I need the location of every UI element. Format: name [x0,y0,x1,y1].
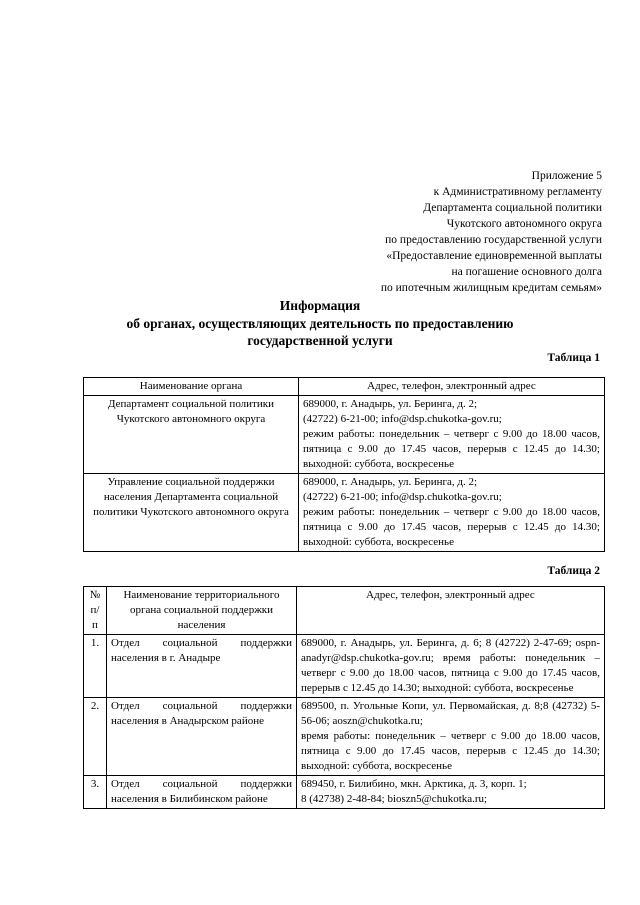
row-number: 3. [84,776,107,809]
hours-line: время работы: понедельник – четверг с 9.00 до 18.00 часов, пятница с 9.00 до 17.45 часов, перерыв с 12.45 до 14.30; выходной: суббота, воскресенье [301,730,600,772]
appendix-line: Департамента социальной политики [423,202,602,214]
appendix-line: по предоставлению государственной услуги [385,234,602,246]
table-row [84,698,605,776]
table-header-row [84,378,605,396]
row-number: 2. [84,698,107,776]
header-address: Адрес, телефон, электронный адрес [297,587,605,635]
address-line: 689000, г. Анадырь, ул. Беринга, д. 2; [303,398,478,410]
address-line: 689450, г. Билибино, мкн. Арктика, д. 3, корп. 1; [301,778,527,790]
document-subtitle: об органах, осуществляющих деятельность по предоставлению [126,316,514,331]
table-2 [83,586,605,809]
table-row [84,635,605,698]
header-address: Адрес, телефон, электронный адрес [299,378,605,396]
appendix-line: к Административному регламенту [433,186,602,198]
table-1 [83,377,605,552]
header-number: № п/п [84,587,107,635]
appendix-line: Приложение 5 [531,170,602,182]
org-name: Департамент социальной политики Чукотского автономного округа [84,396,299,474]
org-name: Отдел социальной поддержки населения в Анадырском районе [107,698,297,776]
address-line: 689000, г. Анадырь, ул. Беринга, д. 6; 8 (42722) 2-47-69; ospn-anadyr@dsp.chukotka-gov.ru; время работы: понедельник – четверг с 9.00 до 18.00 часов, пятница с 9.00 до 17.45 часов, перерыв с 12.45 до 14.30; выходной: суббота, воскресенье [301,637,600,694]
org-address [297,776,605,809]
table1-label: Таблица 1 [547,352,600,364]
org-name: Отдел социальной поддержки населения в Билибинском районе [107,776,297,809]
org-address [299,396,605,474]
appendix-line: на погашение основного долга [451,266,602,278]
appendix-block [302,168,602,296]
appendix-line: «Предоставление единовременной выплаты [386,250,602,262]
contact-line: (42722) 6-21-00; info@dsp.chukotka-gov.ru; [303,413,502,425]
appendix-line: по ипотечным жилищным кредитам семьям» [380,282,602,294]
org-name: Управление социальной поддержки населения Департамента социальной политики Чукотского автономного округа [84,474,299,552]
contact-line: (42722) 6-21-00; info@dsp.chukotka-gov.ru; [303,491,502,503]
document-subtitle-cont: государственной услуги [247,333,393,348]
org-address [297,698,605,776]
table2-label: Таблица 2 [547,565,600,577]
table-header-row [84,587,605,635]
header-org: Наименование территориального органа социальной поддержки населения [107,587,297,635]
header-org: Наименование органа [84,378,299,396]
hours-line: режим работы: понедельник – четверг с 9.00 до 18.00 часов, пятница с 9.00 до 17.45 часов, перерыв с 12.45 до 14.30; выходной: суббота, воскресенье [303,506,600,548]
org-name: Отдел социальной поддержки населения в г. Анадыре [107,635,297,698]
table-row [84,474,605,552]
org-address [299,474,605,552]
hours-line: режим работы: понедельник – четверг с 9.00 до 18.00 часов, пятница с 9.00 до 17.45 часов, перерыв с 12.45 до 14.30; выходной: суббота, воскресенье [303,428,600,470]
table-row [84,776,605,809]
table-row [84,396,605,474]
org-address [297,635,605,698]
document-title: Информация [279,298,361,313]
address-line: 689500, п. Угольные Копи, ул. Первомайская, д. 8;8 (42732) 5-56-06; aoszn@chukotka.ru; [301,700,600,727]
address-line: 689000, г. Анадырь, ул. Беринга, д. 2; [303,476,478,488]
appendix-line: Чукотского автономного округа [446,218,602,230]
contact-line: 8 (42738) 2-48-84; bioszn5@chukotka.ru; [301,793,488,805]
row-number: 1. [84,635,107,698]
